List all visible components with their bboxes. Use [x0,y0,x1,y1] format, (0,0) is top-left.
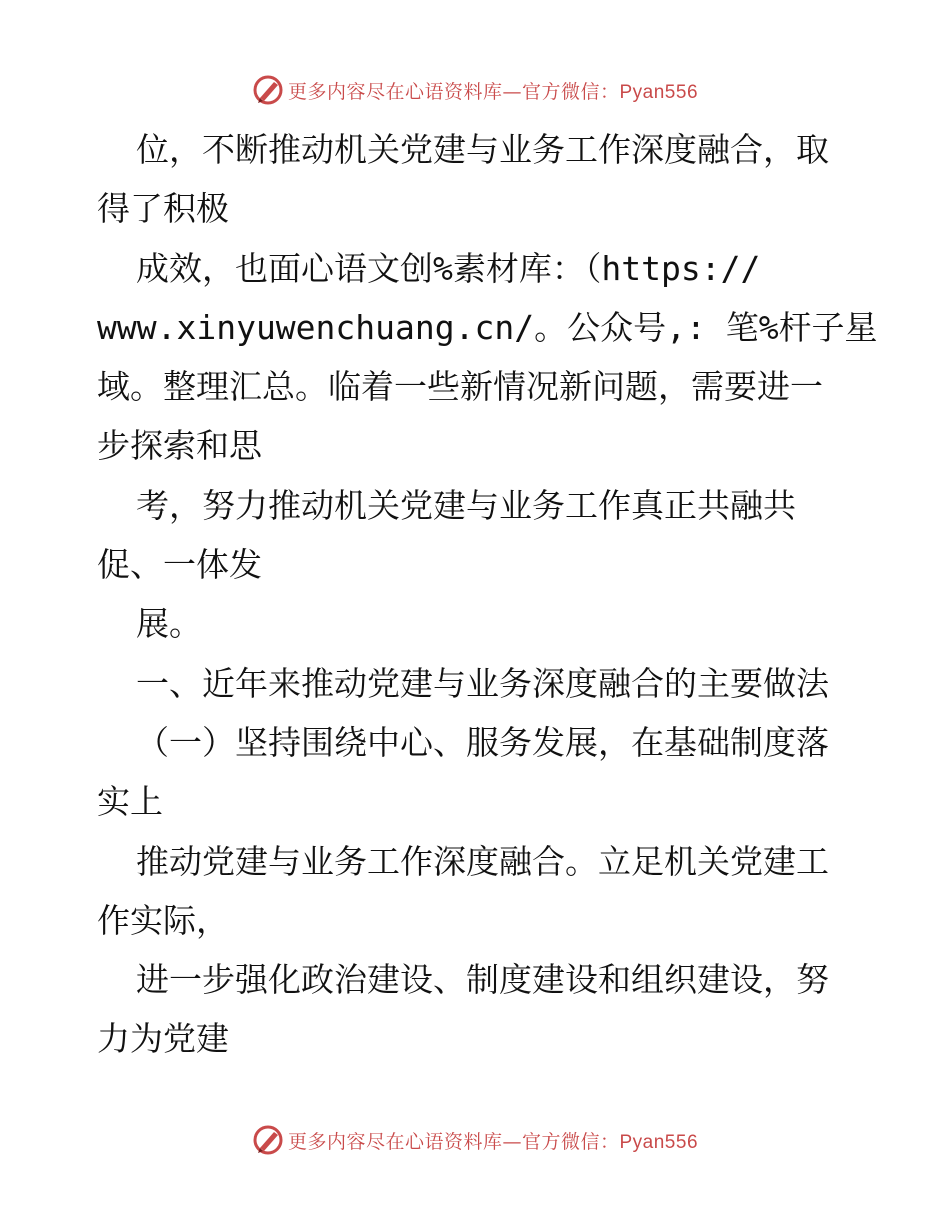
footer-banner [0,1120,950,1160]
pen-logo-icon [252,74,284,106]
section-heading: 一、近年来推动党建与业务深度融合的主要做法 [136,663,829,703]
banner-wechat-id: Pyan556 [619,81,699,103]
banner-dash: — [502,1130,522,1153]
body-line: 促、一体发 [97,545,262,585]
body-line: www.xinyuwenchuang.cn/。公众号,: 笔%杆子星 [97,307,878,347]
subsection-heading: （一）坚持围绕中心、服务发展，在基础制度落 [136,722,829,762]
banner-site-text: 更多内容尽在心语资料库 [287,80,503,103]
body-line: 展。 [136,604,202,644]
banner-dash: — [502,80,522,103]
body-line: 位，不断推动机关党建与业务工作深度融合，取 [136,130,829,169]
body-line: 力为党建 [97,1019,229,1059]
body-line: 成效，也面心语文创%素材库：（https:// [136,248,761,288]
document-body [97,120,878,1069]
banner-wechat-label: 官方微信： [521,80,620,103]
body-line: 域。整理汇总。临着一些新情况新问题，需要进一 [97,367,823,407]
body-line: 进一步强化政治建设、制度建设和组织建设，努 [136,960,829,1000]
banner-wechat-label: 官方微信： [521,1130,620,1153]
banner-caption [288,77,698,104]
banner-wechat-id: Pyan556 [619,1131,699,1153]
body-line: 得了积极 [97,189,229,229]
header-banner [0,70,950,110]
banner-caption [288,1127,698,1154]
body-line: 作实际， [97,900,229,940]
body-line: 步探索和思 [97,426,262,466]
banner-site-text: 更多内容尽在心语资料库 [287,1130,503,1153]
pen-logo-icon [252,1124,284,1156]
body-line: 推动党建与业务工作深度融合。立足机关党建工 [136,841,829,881]
body-line: 考，努力推动机关党建与业务工作真正共融共 [136,485,796,525]
body-line: 实上 [97,782,163,822]
